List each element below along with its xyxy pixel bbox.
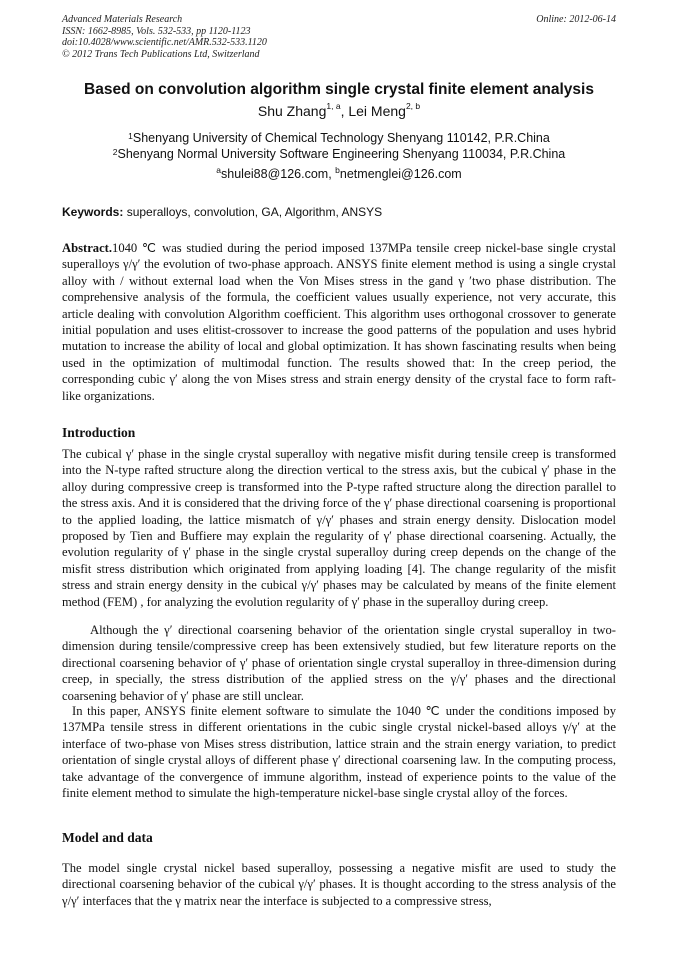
author-superscript: 2, b bbox=[405, 101, 421, 111]
copyright-line: © 2012 Trans Tech Publications Ltd, Switzerland bbox=[62, 48, 260, 60]
body-paragraph: Although the γ′ directional coarsening behavior of the orientation single crystal superalloy in two-dimension during tensile/compressive creep has been extensively studied, but few literature reports on the directional coarsening behavior of γ′ phase of orientation single crystal superalloy in three-dimension during creep, in specially, the stress distribution of the applied stress on the γ/γ′ phases and the directional coarsening behavior of γ′ phase are still unclear. bbox=[62, 623, 616, 703]
email-separator: , bbox=[328, 167, 336, 181]
author-name: Lei Meng bbox=[348, 103, 406, 119]
affiliation bbox=[62, 130, 616, 146]
section-heading-introduction: Introduction bbox=[62, 425, 136, 440]
abstract-label: Abstract. bbox=[62, 241, 113, 255]
email-superscript: b bbox=[335, 165, 340, 175]
body-paragraph: The cubical γ′ phase in the single crystal superalloy with negative misfit during tensile creep is transformed into the N-type rafted structure along the direction vertical to the stress axis, but the cubical γ′ phase in the alloy during compressive creep is transformed into the P-type rafted structure along the direction parallel to the stress axis. And it is considered that the driving force of the γ′ phase directional coarsening is proportional to the applied loading, the lattice mismatch of γ/γ′ phases and strain energy density. Dislocation model proposed by Tien and Buffiere may explain the regularity of γ′ phase directional coarsening. Actually, the evolution regularity of γ′ phase in the single crystal superalloy during creep depends on the change of the misfit stress distribution which originated from applying loading [4]. The change regularity of the misfit stress and strain energy density in the cubical γ/γ′ phases may be calculated by means of the finite element method (FEM) , for analyzing the evolution regularity of γ′ phase in the superalloy during creep. bbox=[62, 447, 616, 609]
keywords bbox=[62, 205, 616, 219]
email-address: netmenglei@126.com bbox=[339, 167, 462, 181]
paper-title: Based on convolution algorithm single crystal finite element analysis bbox=[84, 81, 594, 98]
doi-line: doi:10.4028/www.scientific.net/AMR.532-533.1120 bbox=[62, 37, 267, 48]
author-line bbox=[62, 103, 616, 119]
author-name: Shu Zhang bbox=[257, 103, 327, 119]
email-line bbox=[62, 167, 616, 181]
author-separator: , bbox=[340, 103, 349, 119]
affiliation-text: Shenyang Normal University Software Engineering Shenyang 110034, P.R.China bbox=[117, 147, 566, 161]
issn-line: ISSN: 1662-8985, Vols. 532-533, pp 1120-1123 bbox=[62, 25, 251, 37]
keywords-label: Keywords: bbox=[62, 205, 124, 219]
email-address: shulei88@126.com bbox=[221, 167, 329, 181]
journal-name: Advanced Materials Research bbox=[62, 14, 183, 25]
affiliation-superscript: 1 bbox=[128, 131, 133, 141]
journal-header bbox=[62, 14, 616, 60]
affiliation-superscript: 2 bbox=[112, 147, 118, 157]
affiliation-text: Shenyang University of Chemical Technology Shenyang 110142, P.R.China bbox=[132, 131, 550, 145]
author-superscript: 1, a bbox=[326, 101, 341, 111]
email-superscript: a bbox=[216, 165, 222, 175]
body-paragraph: In this paper, ANSYS finite element software to simulate the 1040 ℃ under the conditions imposed by 137MPa tensile stress in different orientations in the cubic single crystal nickel-based alloys γ/γ′ at the interface of two-phase von Mises stress distribution, lattice strain and the strain energy variation, to predict orientation of single crystal alloys of different phase γ′ directional coarsening law. In the computing process, take advantage of the convergence of immune algorithm, instead of experience points to the value of the finite element method to simulate the high-temperature nickel-base single crystal alloy of the forces. bbox=[62, 704, 616, 801]
section-heading-model: Model and data bbox=[62, 830, 153, 845]
abstract-text: 1040 ℃ was studied during the period imposed 137MPa tensile creep nickel-base single crystal superalloys γ/γ′ the evolution of two-phase approach. ANSYS finite element method is using a single crystal alloy with / without external load when the Von Mises stress in the gand γ ′two phase distribution. The comprehensive analysis of the formula, the coefficient values usually experience, not very accurate, this article dealing with convolution Algorithm coefficient. This algorithm uses orthogonal crossover to generate initial population and uses elitist-crossover to increase the good patterns of the population and uses hybrid mutation to increase the ability of local and global optimization. It has shown fascinating results when being used in the optimization of multimodal function. The results showed that: In the creep period, the corresponding cubic γ′ along the von Mises stress and strain energy density of the crystal face to form raft-like organizations. bbox=[62, 241, 616, 403]
online-date: Online: 2012-06-14 bbox=[536, 14, 616, 25]
keywords-text: superalloys, convolution, GA, Algorithm, ANSYS bbox=[123, 205, 383, 219]
affiliation bbox=[62, 146, 616, 162]
body-paragraph: The model single crystal nickel based superalloy, possessing a negative misfit are used to study the directional coarsening behavior of the cubical γ/γ′ phases. It is thought according to the stress analysis of the γ/γ′ interfaces that the γ matrix near the interface is subjected to a compressive stress, bbox=[62, 861, 616, 908]
abstract-paragraph bbox=[62, 240, 616, 404]
